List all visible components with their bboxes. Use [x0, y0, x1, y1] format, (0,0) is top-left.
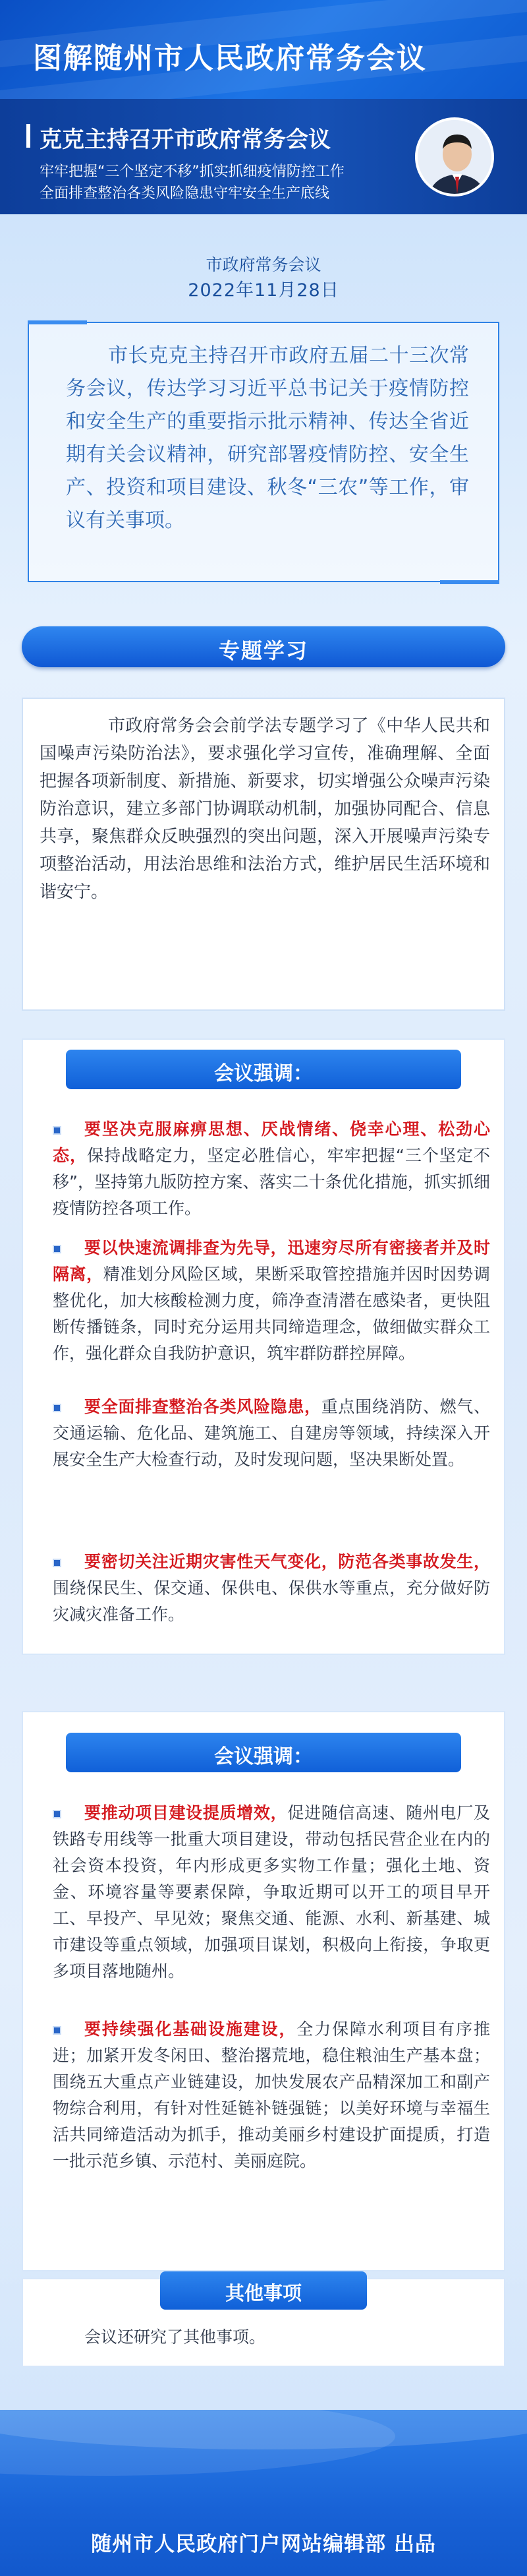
- emphasis-point: [53, 1549, 490, 1628]
- other-matters-title: 其他事项: [225, 2282, 302, 2304]
- meeting-date: 2022年11月28日: [188, 280, 339, 301]
- leader-headline: 克克主持召开市政府常务会议: [40, 127, 331, 153]
- point-body: 保持战略定力，坚定必胜信心，牢牢把握“三个坚定不移”，坚持第九版防控方案、落实二十条优化措施，抓实抓细疫情防控各项工作。: [53, 1146, 490, 1218]
- point-lead: 要密切关注近期灾害性天气变化，防范各类事故发生，: [84, 1552, 490, 1571]
- point-body: 精准划分风险区域，果断采取管控措施并因时因势调整优化，加大核酸检测力度，筛净查清潜在感染者，更快阻断传播链条，同时充分运用共同缔造理念，做细做实群众工作，强化群众自我防护意识，筑牢群防群控屏障。: [53, 1265, 490, 1363]
- point-body: 重点围绕消防、燃气、交通运输、危化品、建筑施工、自建房等领域，持续深入开展安全生产大检查行动，及时发现问题，坚决果断处置。: [53, 1397, 490, 1469]
- leader-subline-1: 牢牢把握“三个坚定不移”抓实抓细疫情防控工作: [40, 164, 345, 180]
- intro-corner-decoration: [28, 320, 87, 324]
- topic-section-title: 专题学习: [218, 638, 308, 663]
- emphasis-title-2: 会议强调：: [214, 1745, 313, 1768]
- footer-wave: [0, 2410, 395, 2476]
- emphasis-point: [53, 1116, 490, 1222]
- leader-portrait: [415, 117, 494, 196]
- point-lead: 要坚决克服麻痹思想、厌战情绪、侥幸心理、松劲心态，: [53, 1120, 490, 1165]
- emphasis-point: [53, 2016, 490, 2174]
- point-body: 全力保障水利项目有序推进；加紧开发冬闲田、整治撂荒地，稳住粮油生产基本盘；围绕五大重点产业链建设，加快发展农产品精深加工和副产物综合利用，有针对性延链补链强链；以美好环境与幸福生活共同缔造活动为抓手，推动美丽乡村建设扩面提质，打造一批示范乡镇、示范村、美丽庭院。: [53, 2020, 490, 2171]
- point-lead: 要全面排查整治各类风险隐患，: [84, 1397, 321, 1416]
- intro-corner-decoration: [440, 580, 499, 584]
- meeting-name: 市政府常务会议: [206, 255, 321, 274]
- other-matters-text: 会议还研究了其他事项。: [84, 2327, 266, 2347]
- page-title: 图解随州市人民政府常务会议: [33, 42, 427, 75]
- point-body: 围绕保民生、保交通、保供电、保供水等重点，充分做好防灾减灾准备工作。: [53, 1578, 490, 1624]
- leader-subline-2: 全面排查整治各类风险隐患守牢安全生产底线: [40, 185, 330, 202]
- emphasis-point: [53, 1235, 490, 1367]
- emphasis-title-1: 会议强调：: [214, 1062, 313, 1085]
- point-lead: 要推动项目建设提质增效，: [84, 1803, 288, 1822]
- emphasis-point: [53, 1800, 490, 1985]
- intro-paragraph: 市长克克主持召开市政府五届二十三次常务会议，传达学习习近平总书记关于疫情防控和安全生产的重要指示批示精神、传达全省近期有关会议精神，研究部署疫情防控、安全生产、投资和项目建设、秋冬“三农”等工作，审议有关事项。: [66, 344, 469, 532]
- leader-title-bar: [26, 124, 30, 148]
- point-lead: 要以快速流调排查为先导，迅速穷尽所有密接者并及时隔离，: [53, 1238, 490, 1284]
- emphasis-card-2: [22, 1711, 505, 2271]
- footer-credit: 随州市人民政府门户网站编辑部 出品: [91, 2532, 436, 2556]
- point-lead: 要持续强化基础设施建设，: [84, 2020, 297, 2039]
- study-paragraph: 市政府常务会会前学法专题学习了《中华人民共和国噪声污染防治法》，要求强化学习宣传，准确理解、全面把握各项新制度、新措施、新要求，切实增强公众噪声污染防治意识，建立多部门协调联动机制，加强协同配合、信息共享，聚焦群众反映强烈的突出问题，深入开展噪声污染专项整治活动，用法治思维和法治方式，维护居民生活环境和谐安宁。: [40, 716, 490, 902]
- emphasis-point: [53, 1394, 490, 1473]
- point-body: 促进随信高速、随州电厂及铁路专用线等一批重大项目建设，带动包括民营企业在内的社会资本投资，年内形成更多实物工作量；强化土地、资金、环境容量等要素保障，争取近期可以开工的项目早开工、早投产、早见效；聚焦交通、能源、水利、新基建、城市建设等重点领域，加强项目谋划，积极向上衔接，争取更多项目落地随州。: [53, 1803, 490, 1981]
